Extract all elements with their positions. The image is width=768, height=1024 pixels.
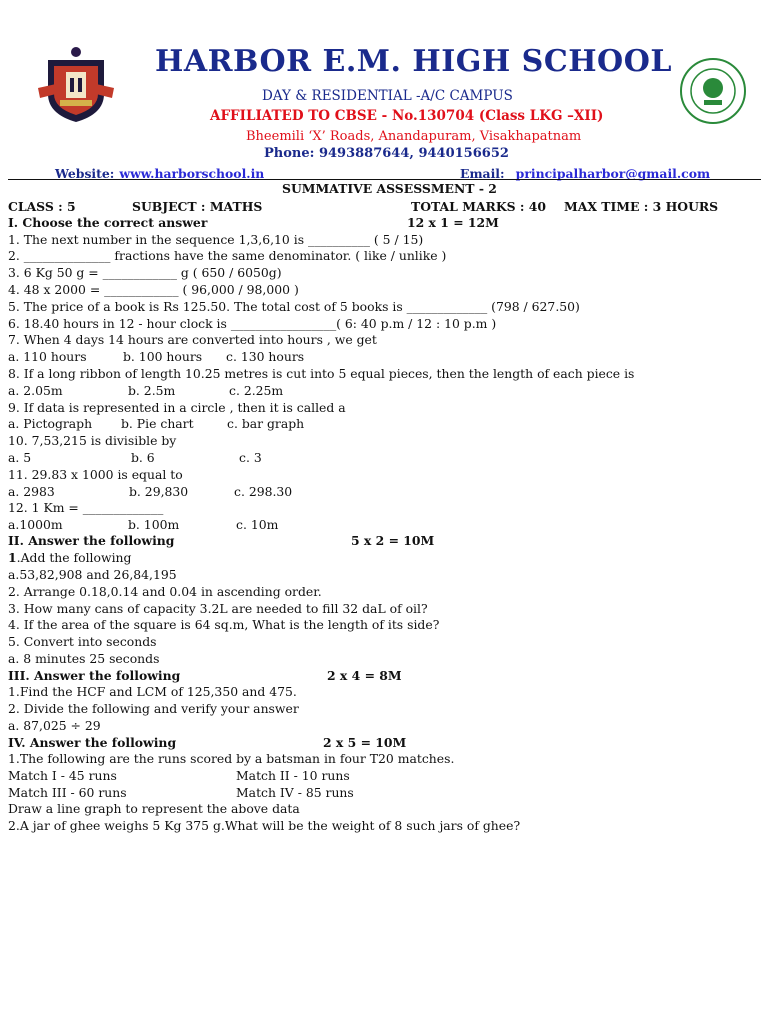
header-divider	[8, 179, 761, 180]
question-number: 1	[8, 550, 17, 565]
question-text: 5. The price of a book is Rs 125.50. The total cost of 5 books is _____________ (798 / 627.50)	[8, 299, 580, 314]
question-text: 7. When 4 days 14 hours are converted into hours , we get	[8, 332, 377, 347]
question-text: 3. 6 Kg 50 g = ____________ g ( 650 / 6050g)	[8, 265, 282, 280]
website-label: Website:	[55, 166, 115, 181]
option-c: c. 10m	[236, 517, 279, 532]
school-address: Bheemili ‘X’ Roads, Anandapuram, Visakhapatnam	[246, 129, 582, 144]
school-phone: Phone: 9493887644, 9440156652	[264, 146, 509, 161]
option-a: a. 110 hours	[8, 349, 87, 364]
question-text: 2. Arrange 0.18,0.14 and 0.04 in ascending order.	[8, 584, 322, 599]
question-text: 3. How many cans of capacity 3.2L are needed to fill 32 daL of oil?	[8, 601, 428, 616]
option-b: b. 29,830	[129, 484, 189, 499]
email-label: Email:	[460, 166, 505, 181]
question-text: 2. Divide the following and verify your answer	[8, 701, 299, 716]
question-text: 11. 29.83 x 1000 is equal to	[8, 467, 183, 482]
question-text: 4. 48 x 2000 = ____________ ( 96,000 / 98,000 )	[8, 282, 299, 297]
match-score: Match II - 10 runs	[236, 768, 350, 783]
exam-subject: SUBJECT : MATHS	[132, 199, 263, 214]
option-a: a. 2983	[8, 484, 55, 499]
option-c: c. 130 hours	[226, 349, 305, 364]
section4-marks: 2 x 5 = 10M	[323, 735, 407, 750]
question-text: 4. If the area of the square is 64 sq.m, What is the length of its side?	[8, 617, 440, 632]
question-text: 12. 1 Km = _____________	[8, 500, 164, 515]
question-text: 2. ______________ fractions have the same denominator. ( like / unlike )	[8, 248, 447, 263]
section2-heading: II. Answer the following	[8, 533, 175, 548]
option-b: b. 2.5m	[128, 383, 176, 398]
exam-class: CLASS : 5	[8, 199, 76, 214]
option-b: b. 100 hours	[123, 349, 203, 364]
option-b: b. 100m	[128, 517, 180, 532]
question-text	[8, 550, 131, 566]
question-text: 1. The next number in the sequence 1,3,6,10 is __________ ( 5 / 15)	[8, 232, 424, 247]
option-a: a.1000m	[8, 517, 63, 532]
question-text: 1.Find the HCF and LCM of 125,350 and 475.	[8, 684, 297, 699]
option-b: b. 6	[131, 450, 155, 465]
question-text: 5. Convert into seconds	[8, 634, 157, 649]
exam-total-marks: TOTAL MARKS : 40	[411, 199, 546, 214]
option-a: a. 2.05m	[8, 383, 63, 398]
section1-marks: 12 x 1 = 12M	[407, 215, 499, 230]
affiliation-line: AFFILIATED TO CBSE - No.130704 (Class LKG –XII)	[210, 108, 604, 124]
question-text: 10. 7,53,215 is divisible by	[8, 433, 177, 448]
website-link[interactable]: www.harborschool.in	[119, 166, 265, 181]
question-text: 2.A jar of ghee weighs 5 Kg 375 g.What will be the weight of 8 such jars of ghee?	[8, 818, 521, 833]
question-text: a. 8 minutes 25 seconds	[8, 651, 160, 666]
exam-title: SUMMATIVE ASSESSMENT - 2	[282, 181, 497, 196]
school-crest-logo	[30, 44, 122, 124]
question-text: a. 87,025 ÷ 29	[8, 718, 101, 733]
question-text: a.53,82,908 and 26,84,195	[8, 567, 177, 582]
section3-heading: III. Answer the following	[8, 668, 181, 683]
option-b: b. Pie chart	[121, 416, 194, 431]
question-body: .Add the following	[16, 550, 132, 565]
section4-heading: IV. Answer the following	[8, 735, 177, 750]
section2-marks: 5 x 2 = 10M	[351, 533, 435, 548]
option-c: c. 3	[239, 450, 262, 465]
option-a: a. Pictograph	[8, 416, 93, 431]
school-tagline: DAY & RESIDENTIAL -A/C CAMPUS	[262, 88, 513, 104]
section3-marks: 2 x 4 = 8M	[327, 668, 402, 683]
option-c: c. 2.25m	[229, 383, 284, 398]
email-link[interactable]: principalharbor@gmail.com	[515, 166, 711, 181]
match-score: Match I - 45 runs	[8, 768, 117, 783]
question-text: 1.The following are the runs scored by a batsman in four T20 matches.	[8, 751, 455, 766]
exam-max-time: MAX TIME : 3 HOURS	[564, 199, 719, 214]
option-c: c. 298.30	[234, 484, 293, 499]
cbse-seal-logo	[678, 56, 748, 126]
match-score: Match IV - 85 runs	[236, 785, 354, 800]
question-text: Draw a line graph to represent the above data	[8, 801, 300, 816]
section1-heading: I. Choose the correct answer	[8, 215, 208, 230]
question-text: 6. 18.40 hours in 12 - hour clock is _________________( 6: 40 p.m / 12 : 10 p.m )	[8, 316, 497, 331]
question-text: 8. If a long ribbon of length 10.25 metres is cut into 5 equal pieces, then the length of each piece is	[8, 366, 635, 381]
match-score: Match III - 60 runs	[8, 785, 127, 800]
question-text: 9. If data is represented in a circle , then it is called a	[8, 400, 346, 415]
option-c: c. bar graph	[227, 416, 305, 431]
option-a: a. 5	[8, 450, 32, 465]
school-name: HARBOR E.M. HIGH SCHOOL	[155, 44, 672, 79]
